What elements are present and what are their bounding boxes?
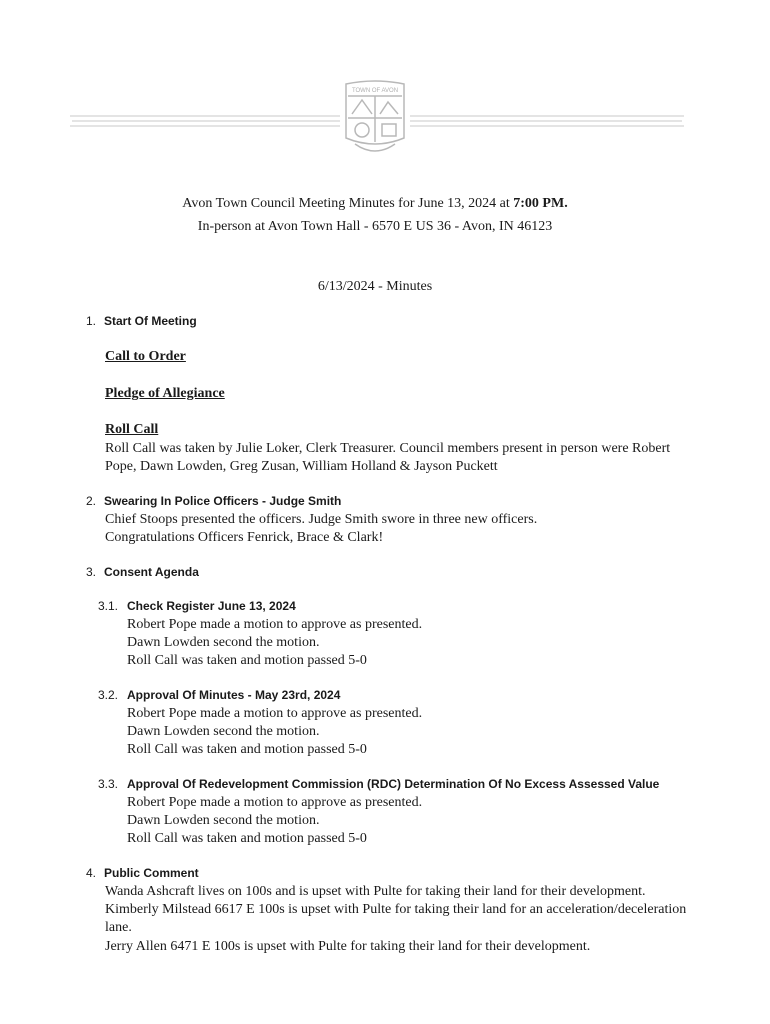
- item-number: 3.2.: [98, 688, 119, 702]
- roll-call-heading: Roll Call: [105, 422, 159, 437]
- item-3-2-heading: [98, 687, 340, 703]
- section-number: 2.: [86, 494, 97, 508]
- item-3-3-text: [127, 794, 422, 849]
- section-title: Consent Agenda: [104, 565, 199, 579]
- item-3-1-text: [127, 616, 422, 671]
- item-number: 3.3.: [98, 777, 119, 791]
- text-line: Roll Call was taken and motion passed 5-0: [127, 831, 367, 847]
- text-line: Roll Call was taken and motion passed 5-0: [127, 653, 367, 669]
- section-title: Start Of Meeting: [104, 314, 197, 328]
- section-2-text: [105, 511, 537, 547]
- pledge-heading: Pledge of Allegiance: [105, 386, 225, 401]
- text-line: Jerry Allen 6471 E 100s is upset with Pulte for taking their land for their development.: [105, 938, 591, 954]
- item-3-1-heading: [98, 598, 296, 614]
- text-line: Roll Call was taken by Julie Loker, Clerk Treasurer. Council members present in person were Robert: [105, 441, 671, 456]
- text-line: Dawn Lowden second the motion.: [127, 813, 320, 829]
- text-line: Robert Pope made a motion to approve as presented.: [127, 706, 423, 721]
- section-title: Public Comment: [104, 866, 199, 880]
- text-line: Roll Call was taken and motion passed 5-0: [127, 742, 367, 758]
- item-title: Approval Of Redevelopment Commission (RDC) Determination Of No Excess Assessed Value: [127, 777, 660, 791]
- text-line: Robert Pope made a motion to approve as presented.: [127, 795, 423, 810]
- document-label: 6/13/2024 - Minutes: [317, 279, 433, 294]
- section-4-text: [105, 883, 686, 956]
- section-4-heading: [86, 865, 199, 881]
- seal-text: TOWN OF AVON: [351, 88, 399, 94]
- item-3-3-heading: [98, 776, 659, 792]
- text-line: Kimberly Milstead 6617 E 100s is upset with Pulte for taking their land for an acceleration/deceleration: [105, 902, 687, 918]
- text-line: Congratulations Officers Fenrick, Brace & Clark!: [105, 530, 384, 546]
- title-time: 7:00 PM.: [513, 196, 568, 211]
- title-text: Avon Town Council Meeting Minutes for June 13, 2024 at: [182, 196, 514, 211]
- text-line: Pope, Dawn Lowden, Greg Zusan, William Holland & Jayson Puckett: [105, 459, 498, 475]
- item-title: Approval Of Minutes - May 23rd, 2024: [127, 688, 341, 702]
- avon-town-seal-icon: [0, 78, 770, 170]
- section-2-heading: [86, 493, 341, 509]
- section-number: 1.: [86, 314, 97, 328]
- section-1-heading: [86, 313, 197, 329]
- section-number: 3.: [86, 565, 97, 579]
- text-line: lane.: [105, 920, 132, 936]
- item-title: Check Register June 13, 2024: [127, 599, 296, 613]
- meeting-location: In-person at Avon Town Hall - 6570 E US 36 - Avon, IN 46123: [197, 219, 553, 234]
- section-number: 4.: [86, 866, 97, 880]
- text-line: Chief Stoops presented the officers. Judge Smith swore in three new officers.: [105, 512, 538, 527]
- text-line: Dawn Lowden second the motion.: [127, 635, 320, 651]
- text-line: Dawn Lowden second the motion.: [127, 724, 320, 740]
- town-logo: [0, 78, 770, 170]
- page-title: [0, 195, 750, 213]
- text-line: Robert Pope made a motion to approve as presented.: [127, 617, 423, 632]
- section-3-heading: [86, 564, 199, 580]
- item-number: 3.1.: [98, 599, 119, 613]
- item-3-2-text: [127, 705, 422, 760]
- text-line: Wanda Ashcraft lives on 100s and is upset with Pulte for taking their land for their development.: [105, 884, 646, 899]
- roll-call-text: [105, 440, 670, 476]
- section-title: Swearing In Police Officers - Judge Smith: [104, 494, 342, 508]
- call-to-order-heading: Call to Order: [105, 349, 186, 364]
